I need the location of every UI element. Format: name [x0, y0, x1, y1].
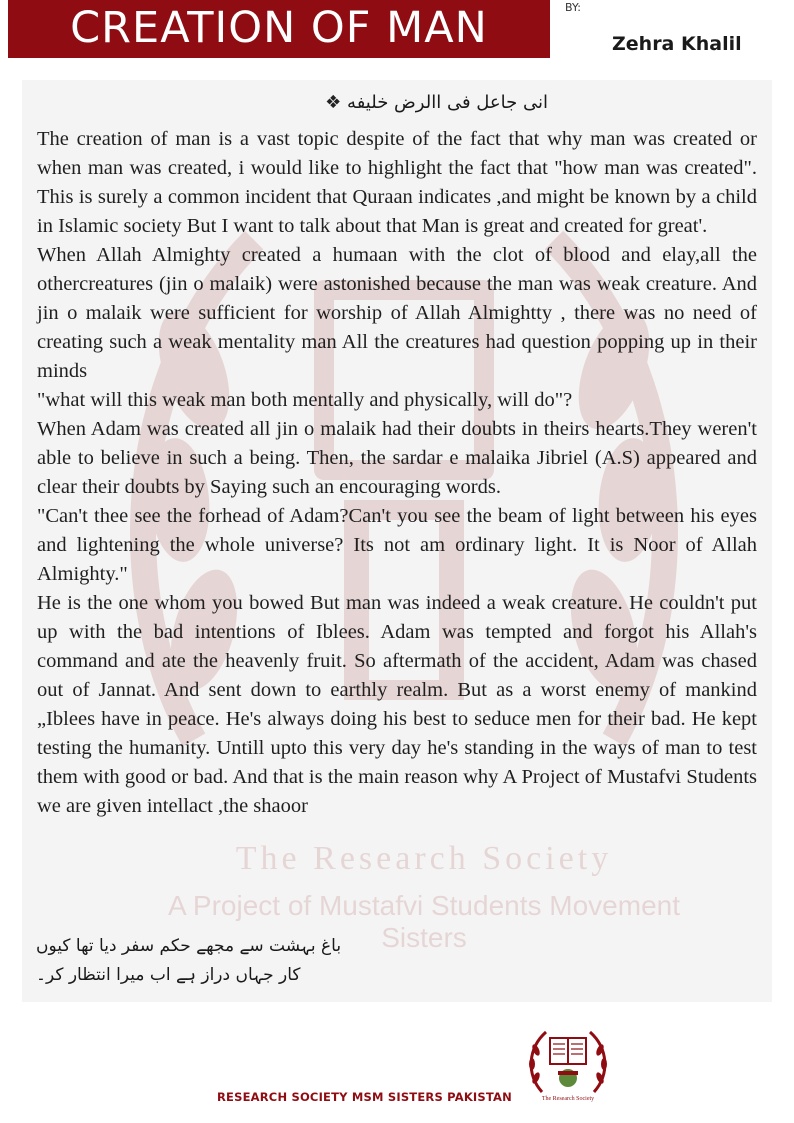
article-body [37, 125, 757, 821]
author-name: Zehra Khalil [612, 33, 742, 55]
diamond-bullet-icon: ❖ [325, 92, 342, 113]
paragraph: When Adam was created all jin o malaik had their doubts in theirs hearts.They weren't able to believe in such a being. Then, the sardar e malaika Jibriel (A.S) appeared and clear their doubts by Saying such an encouraging words. [37, 418, 757, 498]
urdu-poem [36, 932, 341, 990]
paragraph: When Allah Almighty created a humaan with the clot of blood and elay,all the othercreatures (jin o malaik) were astonished because the man was weak creature. And jin o malaik were sufficient for worship of Allah Almightty , there was no need of creating such a weak mentality man All the creatures had question popping up in their minds [37, 244, 757, 382]
paragraph: "what will this weak man both mentally and physically, will do"? [37, 389, 573, 411]
arabic-heading-text: انی جاعل فی االرض خلیفه [347, 92, 548, 113]
arabic-heading [325, 92, 548, 113]
footer-organization: RESEARCH SOCIETY MSM SISTERS PAKISTAN [217, 1090, 512, 1104]
svg-text:The Research Society: The Research Society [541, 1096, 595, 1102]
paragraph: "Can't thee see the forhead of Adam?Can't you see the beam of light between his eyes and lightening the whole universe? Its not am ordinary light. It is Noor of Allah Almighty." [37, 505, 757, 585]
by-label: BY: [565, 1, 581, 14]
paragraph: The creation of man is a vast topic despite of the fact that why man was created or when man was created, i would like to highlight the fact that "how man was created". This is surely a common incident that Quraan indicates ,and might be known by a child in Islamic society But I want to talk about that Man is great and created for great'. [37, 128, 757, 237]
watermark-subtitle: A Project of Mustafvi Students Movement Sisters [167, 890, 680, 953]
page-title: CREATION OF MAN [70, 3, 488, 53]
research-society-emblem-icon [522, 1024, 614, 1114]
content-panel [22, 80, 772, 1002]
poem-line: کار جہاں دراز ہے اب میرا انتظار کر۔ [36, 965, 301, 985]
title-banner [8, 0, 550, 58]
watermark-title: The Research Society [235, 840, 613, 877]
paragraph: He is the one whom you bowed But man was indeed a weak creature. He couldn't put up with the bad intentions of Iblees. Adam was tempted and forgot his Allah's command and ate the heavenly fruit. So aftermath of the accident, Adam was chased out of Jannat. And sent down to earthly realm. But as a worst enemy of mankind „Iblees have in peace. He's always doing his best to seduce men for their bad. He kept testing the humanity. Untill upto this very day he's standing in the ways of man to test them with good or bad. And that is the main reason why A Project of Mustafvi Students we are given intellact ,the shaoor [37, 592, 757, 817]
poem-line: باغ بہشت سے مجھے حکم سفر دیا تھا کیوں [36, 936, 342, 956]
